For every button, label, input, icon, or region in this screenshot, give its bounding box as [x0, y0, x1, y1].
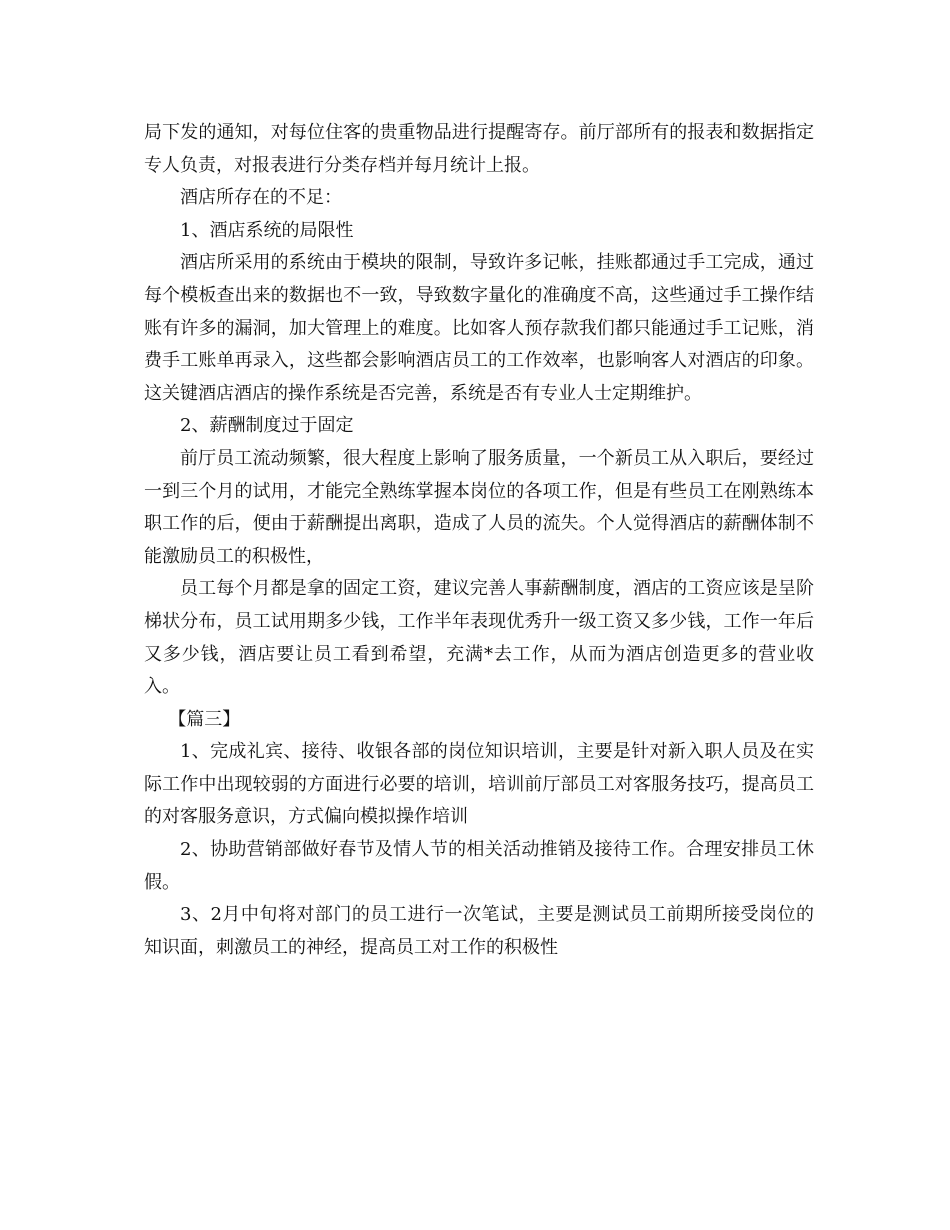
list-item-written-test: 3、2月中旬将对部门的员工进行一次笔试，主要是测试员工前期所接受岗位的知识面，刺激员工的神经，提高员工对工作的积极性 — [144, 904, 814, 958]
paragraph-system-limits: 酒店所采用的系统由于模块的限制，导致许多记帐，挂账都通过手工完成，通过每个模板查出来的数据也不一致，导致数字量化的准确度不高，这些通过手工操作结账有许多的漏洞，加大管理上的难度。比如客人预存款我们都只能通过手工记账，消费手工账单再录入，这些都会影响酒店员工的工作效率，也影响客人对酒店的印象。这关键酒店酒店的操作系统是否完善，系统是否有专业人士定期维护。 — [144, 252, 814, 404]
section-heading-shortcomings: 酒店所存在的不足： — [180, 187, 342, 209]
list-item-training: 1、完成礼宾、接待、收银各部的岗位知识培训，主要是针对新入职人员及在实际工作中出现较弱的方面进行必要的培训，培训前厅部员工对客服务技巧，提高员工的对客服务意识，方式偏向模拟操作培训 — [144, 741, 814, 828]
document-body — [144, 117, 814, 964]
subheading-system-limits: 1、酒店系统的局限性 — [180, 219, 354, 241]
list-item-marketing-support: 2、协助营销部做好春节及情人节的相关活动推销及接待工作。合理安排员工休假。 — [144, 839, 814, 893]
paragraph-continuation: 局下发的通知，对每位住客的贵重物品进行提醒寄存。前厅部所有的报表和数据指定专人负责，对报表进行分类存档并每月统计上报。 — [144, 122, 814, 176]
paragraph-staff-turnover: 前厅员工流动频繁，很大程度上影响了服务质量，一个新员工从入职后，要经过一到三个月的试用，才能完全熟练掌握本岗位的各项工作，但是有些员工在刚熟练本职工作的后，便由于薪酬提出离职，造成了人员的流失。个人觉得酒店的薪酬体制不能激励员工的积极性， — [144, 447, 814, 567]
subheading-salary-system: 2、薪酬制度过于固定 — [180, 415, 354, 437]
paragraph-salary-suggestion: 员工每个月都是拿的固定工资，建议完善人事薪酬制度，酒店的工资应该是呈阶梯状分布，员工试用期多少钱，工作半年表现优秀升一级工资又多少钱，工作一年后又多少钱，酒店要让员工看到希望，充满*去工作，从而为酒店创造更多的营业收入。 — [144, 578, 814, 698]
section-heading-part-three: 【篇三】 — [168, 708, 241, 730]
